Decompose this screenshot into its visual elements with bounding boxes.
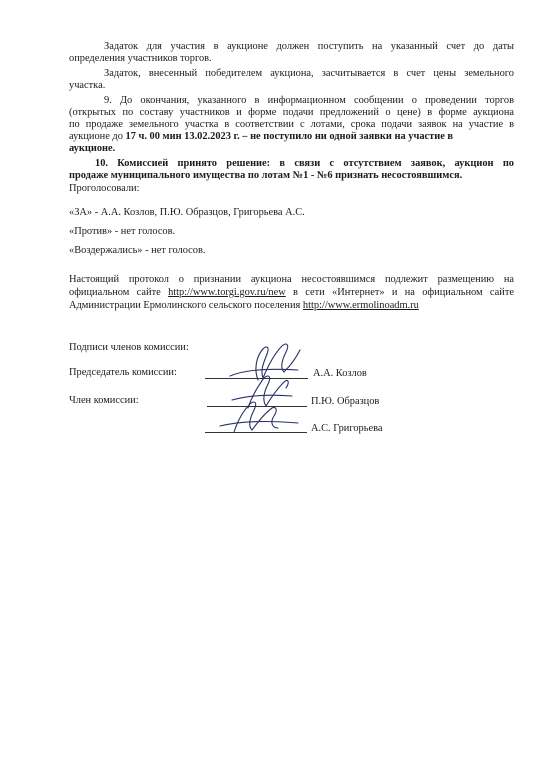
- publication-line-3: [69, 300, 419, 312]
- vote-against: «Против» - нет голосов.: [69, 226, 176, 237]
- member2-handwritten-signature: [214, 396, 304, 436]
- ermolino-link[interactable]: http://www.ermolinoadm.ru: [302, 300, 419, 311]
- member2-name: А.С. Григорьева: [311, 423, 383, 434]
- deposit-text-line-1: Задаток для участия в аукционе должен поступить на указанный счет до даты: [104, 41, 514, 52]
- publication-line-1: Настоящий протокол о признании аукциона несостоявшимся подлежит размещению на: [69, 274, 514, 285]
- publication-line-3-text: Администрации Ермолинского сельского поселения: [69, 300, 303, 311]
- publication-line-2-text-a: официальном сайте: [69, 287, 169, 298]
- item10-line-1: 10. Комиссией принято решение: в связи с отсутствием заявок, аукцион по: [95, 158, 514, 169]
- item9-line-5: аукционе.: [69, 143, 116, 154]
- vote-for: «ЗА» - А.А. Козлов, П.Ю. Образцов, Григорьева А.С.: [69, 207, 305, 218]
- vote-abstain: «Воздержались» - нет голосов.: [69, 245, 206, 256]
- item9-line-4-normal: аукционе до: [69, 131, 126, 142]
- vote-heading: Проголосовали:: [69, 183, 140, 194]
- item10-line-2: продаже муниципального имущества по лотам №1 - №6 признать несостоявшимся.: [69, 170, 463, 181]
- item9-line-3: по продаже земельного участка в соответствии с лотами, срока подачи заявок на участие в: [69, 119, 514, 130]
- deposit-winner-line-2: участка.: [69, 80, 106, 91]
- item9-line-4-bold: 17 ч. 00 мин 13.02.2023 г. – не поступило ни одной заявки на участие в: [125, 131, 454, 142]
- deposit-winner-line-1: Задаток, внесенный победителем аукциона, засчитывается в счет цены земельного: [104, 68, 514, 79]
- member1-name: П.Ю. Образцов: [311, 396, 380, 407]
- publication-line-2-text-b: в сети «Интернет» и на официальном сайте: [285, 287, 514, 298]
- item9-line-4: [69, 131, 514, 143]
- item9-line-1: 9. До окончания, указанного в информационном сообщении о проведении торгов: [104, 95, 514, 106]
- deposit-text-line-2: определения участников торгов.: [69, 53, 212, 64]
- chair-name: А.А. Козлов: [313, 368, 367, 379]
- publication-line-2: [69, 287, 514, 299]
- torgi-link[interactable]: http://www.torgi.gov.ru/new: [168, 287, 286, 298]
- item9-line-2: (открытых по составу участников и форме подачи предложений о цене) в форме аукциона: [69, 107, 514, 118]
- member-label: Член комиссии:: [69, 395, 139, 406]
- chair-label: Председатель комиссии:: [69, 367, 177, 378]
- signatures-heading: Подписи членов комиссии:: [69, 342, 189, 353]
